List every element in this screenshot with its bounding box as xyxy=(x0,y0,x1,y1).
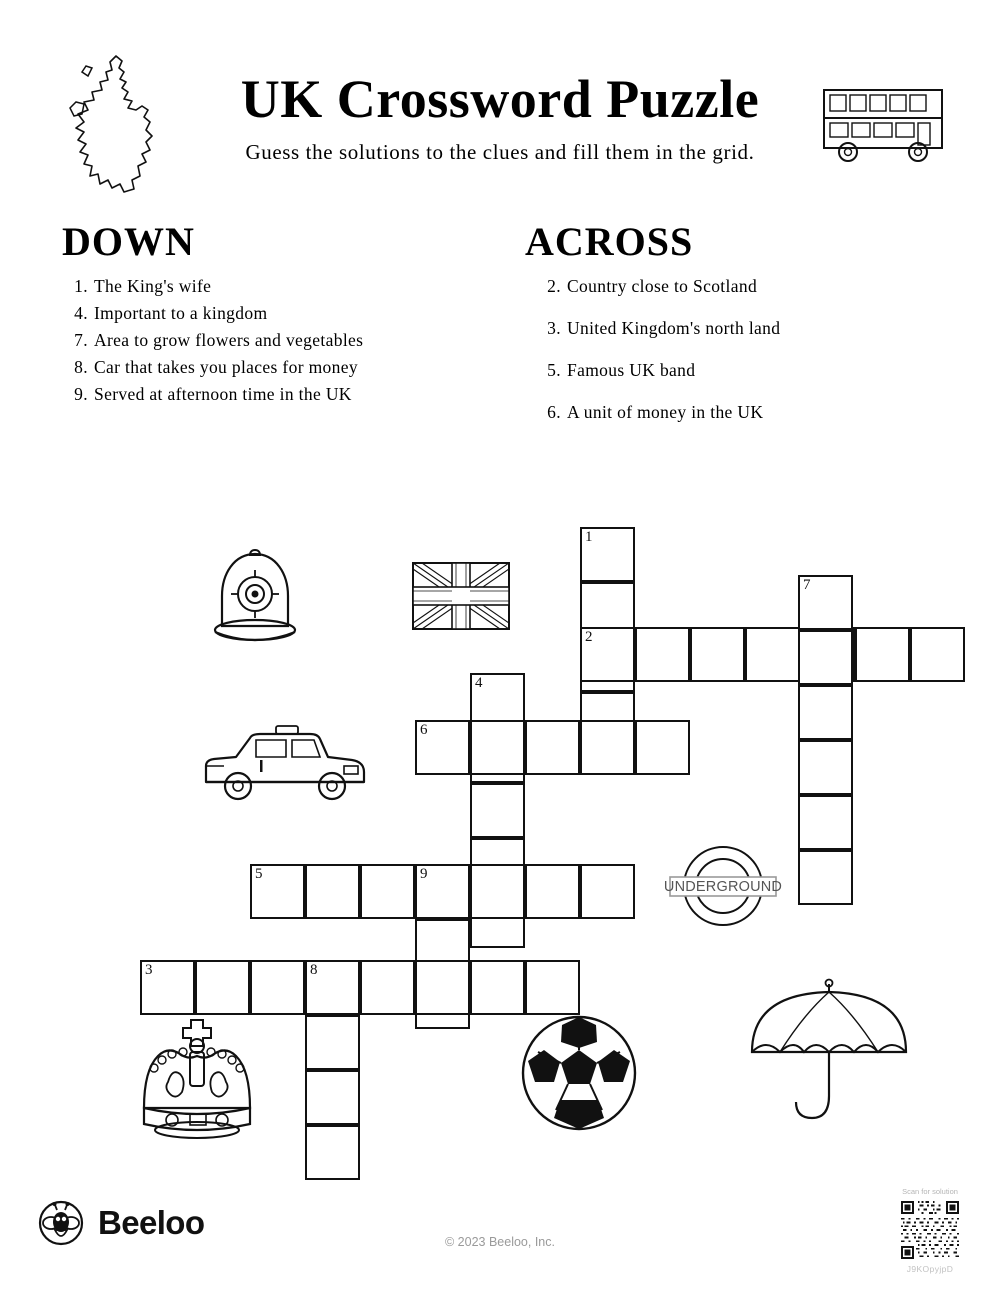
clue-number: 2. xyxy=(547,276,561,296)
crossword-cell[interactable] xyxy=(798,575,853,630)
crossword-cell[interactable] xyxy=(470,720,525,775)
roundel-label: UNDERGROUND xyxy=(664,879,782,895)
crossword-cell[interactable] xyxy=(140,960,195,1015)
london-taxi-icon xyxy=(192,720,377,810)
crossword-cell[interactable] xyxy=(415,720,470,775)
crossword-cell[interactable] xyxy=(580,864,635,919)
crossword-cell[interactable] xyxy=(305,1125,360,1180)
police-helmet-icon xyxy=(196,548,314,656)
crossword-cell[interactable] xyxy=(195,960,250,1015)
crossword-cell[interactable] xyxy=(798,740,853,795)
cell-number: 7 xyxy=(803,577,811,593)
cell-number: 5 xyxy=(255,866,263,882)
qr-block xyxy=(882,1187,978,1274)
crossword-cell[interactable] xyxy=(635,720,690,775)
qr-code[interactable] xyxy=(899,1199,961,1261)
crossword-cell[interactable] xyxy=(745,627,800,682)
clue-number: 3. xyxy=(547,317,561,338)
clue-text: Important to a kingdom xyxy=(94,302,268,323)
clue-number: 6. xyxy=(547,401,561,422)
union-jack-flag-icon xyxy=(412,562,510,630)
crossword-cell[interactable] xyxy=(415,960,470,1015)
clue-number: 7. xyxy=(74,329,88,350)
crossword-cell[interactable] xyxy=(798,850,853,905)
clue-number: 4. xyxy=(74,302,88,323)
clue-text: Famous UK band xyxy=(567,359,696,380)
crossword-cell[interactable] xyxy=(415,864,470,919)
clue-text: Served at afternoon time in the UK xyxy=(94,383,352,404)
cell-number: 6 xyxy=(420,722,428,738)
clue-text: Car that takes you places for money xyxy=(94,356,358,377)
crossword-cell[interactable] xyxy=(470,960,525,1015)
crossword-cell[interactable] xyxy=(305,1015,360,1070)
crossword-cell[interactable] xyxy=(910,627,965,682)
crossword-cell[interactable] xyxy=(580,627,635,682)
cell-number: 9 xyxy=(420,866,428,882)
crossword-cell[interactable] xyxy=(360,960,415,1015)
crossword-cell[interactable] xyxy=(525,960,580,1015)
page-subtitle: Guess the solutions to the clues and fill them in the grid. xyxy=(245,140,755,164)
brand-name: Beeloo xyxy=(98,1204,205,1241)
clue-text: Area to grow flowers and vegetables xyxy=(94,329,364,350)
cell-number: 3 xyxy=(145,962,153,978)
clue-number: 8. xyxy=(74,356,88,377)
underground-roundel-icon xyxy=(664,838,782,934)
cell-number: 2 xyxy=(585,629,593,645)
crossword-cell[interactable] xyxy=(250,960,305,1015)
clue-text: United Kingdom's north land xyxy=(567,317,781,338)
crossword-cell[interactable] xyxy=(580,720,635,775)
crossword-cell[interactable] xyxy=(525,864,580,919)
cell-number: 8 xyxy=(310,962,318,978)
crossword-cell[interactable] xyxy=(470,783,525,838)
across-heading: ACROSS xyxy=(525,219,694,264)
crossword-cell[interactable] xyxy=(798,795,853,850)
clue-text: The King's wife xyxy=(94,276,212,296)
crossword-cell[interactable] xyxy=(690,627,745,682)
cell-number: 1 xyxy=(585,529,593,545)
copyright-text: © 2023 Beeloo, Inc. xyxy=(445,1235,555,1249)
football-icon xyxy=(520,1014,638,1132)
crossword-cell[interactable] xyxy=(580,527,635,582)
clue-text: Country close to Scotland xyxy=(567,276,758,296)
crossword-cell[interactable] xyxy=(305,1070,360,1125)
crossword-cell[interactable] xyxy=(635,627,690,682)
umbrella-icon xyxy=(746,978,912,1126)
clue-text: A unit of money in the UK xyxy=(567,401,764,422)
crossword-cell[interactable] xyxy=(798,630,853,685)
page-footer xyxy=(0,1175,1000,1294)
crossword-cell[interactable] xyxy=(525,720,580,775)
crossword-cell[interactable] xyxy=(855,627,910,682)
crown-icon xyxy=(128,1012,266,1144)
crossword-cell[interactable] xyxy=(305,864,360,919)
clue-number: 5. xyxy=(547,359,561,380)
crossword-cell[interactable] xyxy=(798,685,853,740)
cell-number: 4 xyxy=(475,675,483,691)
clue-number: 9. xyxy=(74,383,88,404)
crossword-cell[interactable] xyxy=(305,960,360,1015)
down-heading: DOWN xyxy=(62,219,195,264)
qr-id-text: J9KOpyjpD xyxy=(906,1264,954,1274)
crossword-cell[interactable] xyxy=(360,864,415,919)
crossword-cell[interactable] xyxy=(250,864,305,919)
crossword-cell[interactable] xyxy=(470,864,525,919)
clue-number: 1. xyxy=(74,276,88,296)
qr-caption: Scan for solution xyxy=(902,1187,958,1196)
page-title: UK Crossword Puzzle xyxy=(240,69,760,129)
